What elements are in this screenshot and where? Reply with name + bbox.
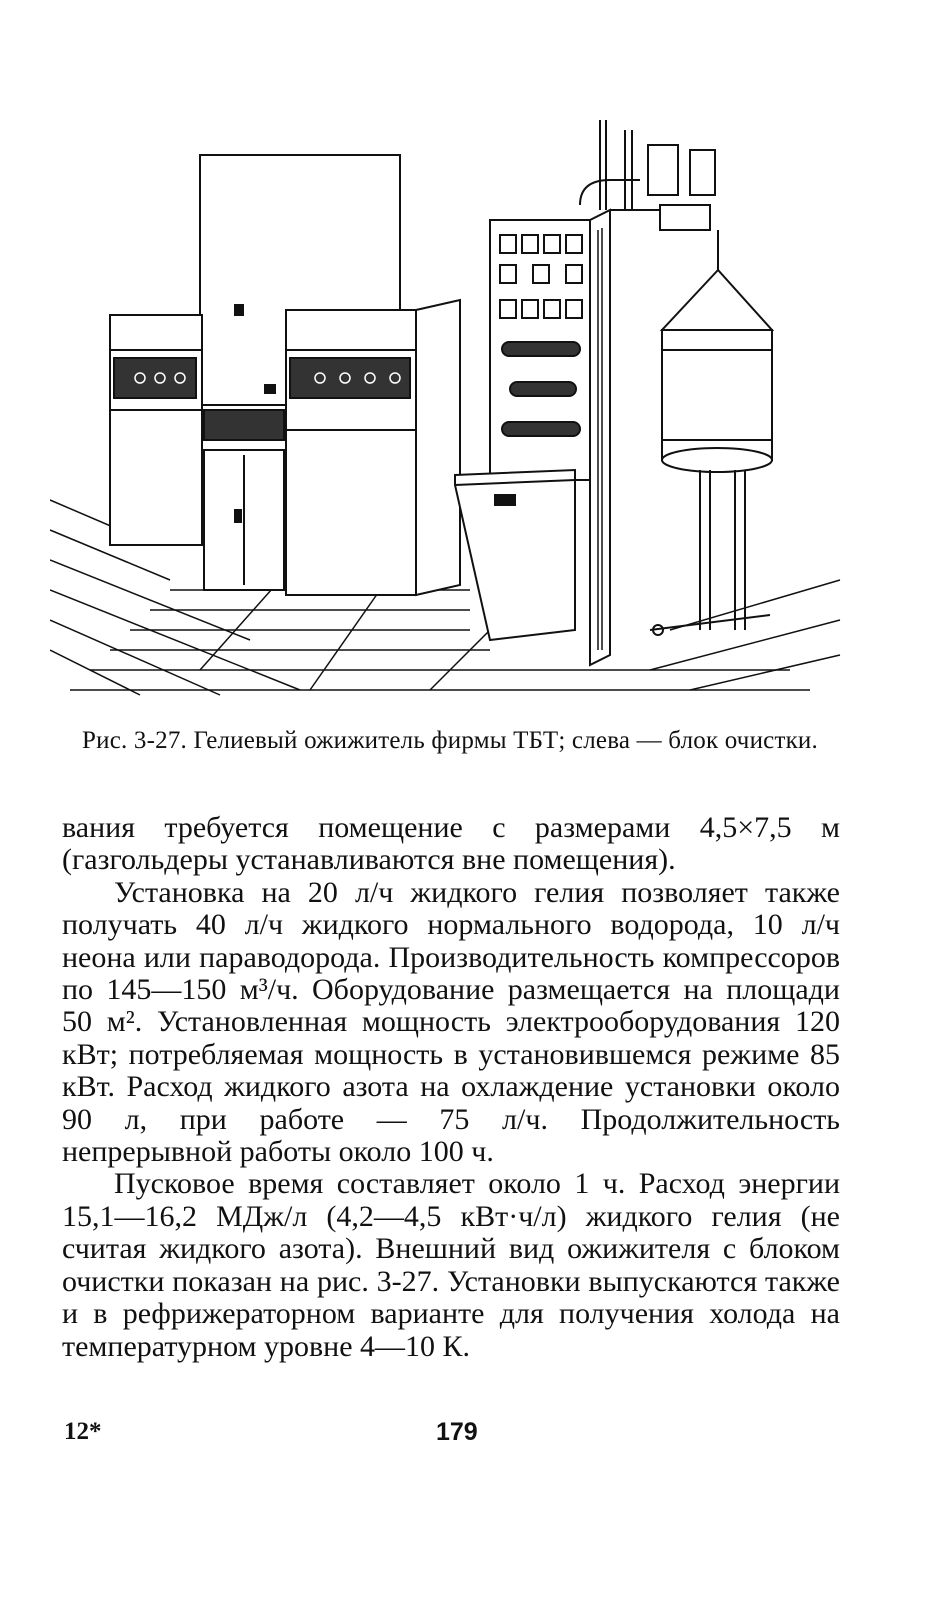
body-text (62, 812, 840, 1363)
figure-illustration (50, 110, 850, 710)
top-pipes (580, 120, 715, 230)
control-cabinet (455, 210, 670, 665)
figure-caption: Рис. 3-27. Гелиевый ожижитель фирмы ТБТ; слева — блок очистки. (82, 727, 818, 754)
paragraph-1: вания требуется помещение с размерами 4,5×7,5 м (газгольдеры устанавливаются вне помещения). (62, 811, 840, 877)
page-number: 179 (436, 1418, 478, 1446)
dewar-vessel (650, 230, 772, 635)
signature-mark: 12* (64, 1418, 102, 1445)
paragraph-2: Установка на 20 л/ч жидкого гелия позволяет также получать 40 л/ч жидкого нормального водорода, 10 л/ч неона или параводорода. Производительность компрессоров по 145—150 м³/ч. Оборудование размещается на площади 50 м². Установленная мощность электрооборудования 120 кВт; потребляемая мощность в установившемся режиме 85 кВт. Расход жидкого азота на охлаждение установки около 90 л, при работе — 75 л/ч. Продолжительность непрерывной работы около 100 ч. (62, 875, 840, 1169)
purification-block (110, 155, 460, 595)
helium-liquefier-drawing (50, 110, 850, 710)
paragraph-3: Пусковое время составляет около 1 ч. Расход энергии 15,1—16,2 МДж/л (4,2—4,5 кВт·ч/л) жидкого гелия (не считая жидкого азота). Внешний вид ожижителя с блоком очистки показан на рис. 3-27. Установки выпускаются также и в рефрижераторном варианте для получения холода на температурном уровне 4—10 К. (62, 1167, 840, 1363)
